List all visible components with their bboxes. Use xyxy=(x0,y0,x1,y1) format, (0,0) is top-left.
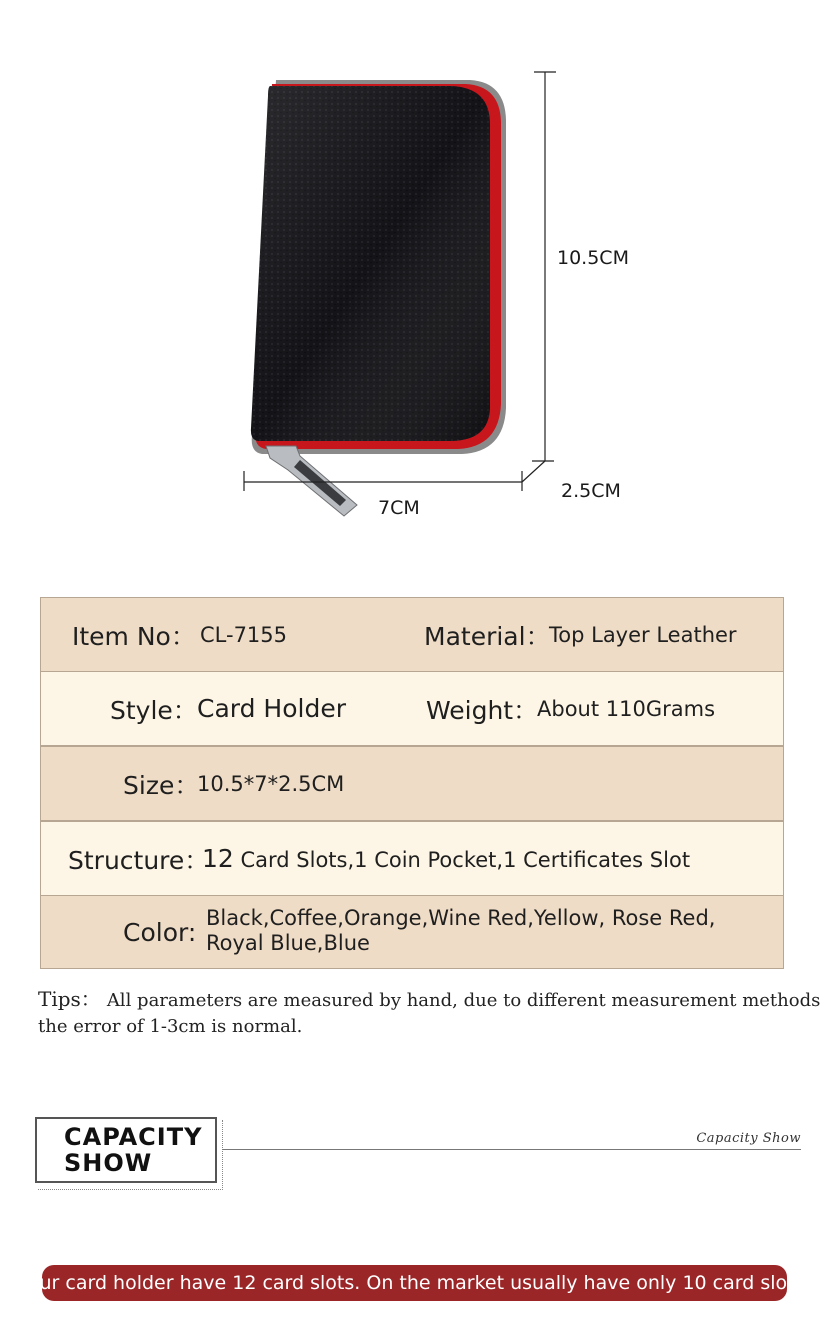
product-illustration xyxy=(0,0,829,560)
wallet-image xyxy=(0,0,829,560)
color-value xyxy=(206,906,715,956)
size-label: Size： xyxy=(123,770,200,800)
material-value: Top Layer Leather xyxy=(549,622,737,647)
item-no-label: Item No： xyxy=(72,621,196,651)
spec-table xyxy=(40,597,786,969)
depth-dimension: 2.5CM xyxy=(561,480,621,502)
color-value-line-1: Black,Coffee,Orange,Wine Red,Yellow, Rose Red, xyxy=(206,906,716,930)
spec-row-size xyxy=(40,746,784,821)
structure-value: Card Slots,1 Coin Pocket,1 Certificates Slot xyxy=(233,848,691,872)
tips-line-1: All parameters are measured by hand, due to different measurement methods xyxy=(106,990,821,1011)
banner-text: Our card holder have 12 card slots. On the market usually have only 10 card slots xyxy=(24,1272,805,1294)
material-label: Material： xyxy=(424,621,551,651)
spec-row-item-material xyxy=(40,597,784,672)
structure-value-group xyxy=(202,844,690,873)
size-value: 10.5*7*2.5CM xyxy=(197,771,345,796)
style-value: Card Holder xyxy=(197,694,346,723)
spec-row-structure xyxy=(40,821,784,896)
weight-value: About 110Grams xyxy=(537,696,716,721)
color-label: Color: xyxy=(123,917,197,947)
capacity-title xyxy=(64,1124,202,1176)
style-label: Style： xyxy=(110,695,198,725)
capacity-divider xyxy=(222,1149,801,1150)
spec-row-color xyxy=(40,895,784,969)
tips-label: Tips： xyxy=(38,987,101,1011)
height-dimension: 10.5CM xyxy=(557,247,629,269)
capacity-title-line-1: CAPACITY xyxy=(64,1123,203,1151)
structure-slot-count: 12 xyxy=(202,844,234,873)
capacity-caption: Capacity Show xyxy=(696,1131,801,1146)
tips-note xyxy=(38,986,828,1040)
spec-row-style-weight xyxy=(40,671,784,746)
structure-label: Structure： xyxy=(68,845,210,875)
weight-label: Weight： xyxy=(426,695,539,725)
item-no-value: CL-7155 xyxy=(200,622,288,647)
tips-line-2: the error of 1-3cm is normal. xyxy=(38,1016,303,1037)
card-slots-banner xyxy=(24,1265,805,1301)
width-dimension: 7CM xyxy=(378,497,420,519)
color-value-line-2: Royal Blue,Blue xyxy=(206,931,370,955)
capacity-title-line-2: SHOW xyxy=(64,1149,153,1177)
